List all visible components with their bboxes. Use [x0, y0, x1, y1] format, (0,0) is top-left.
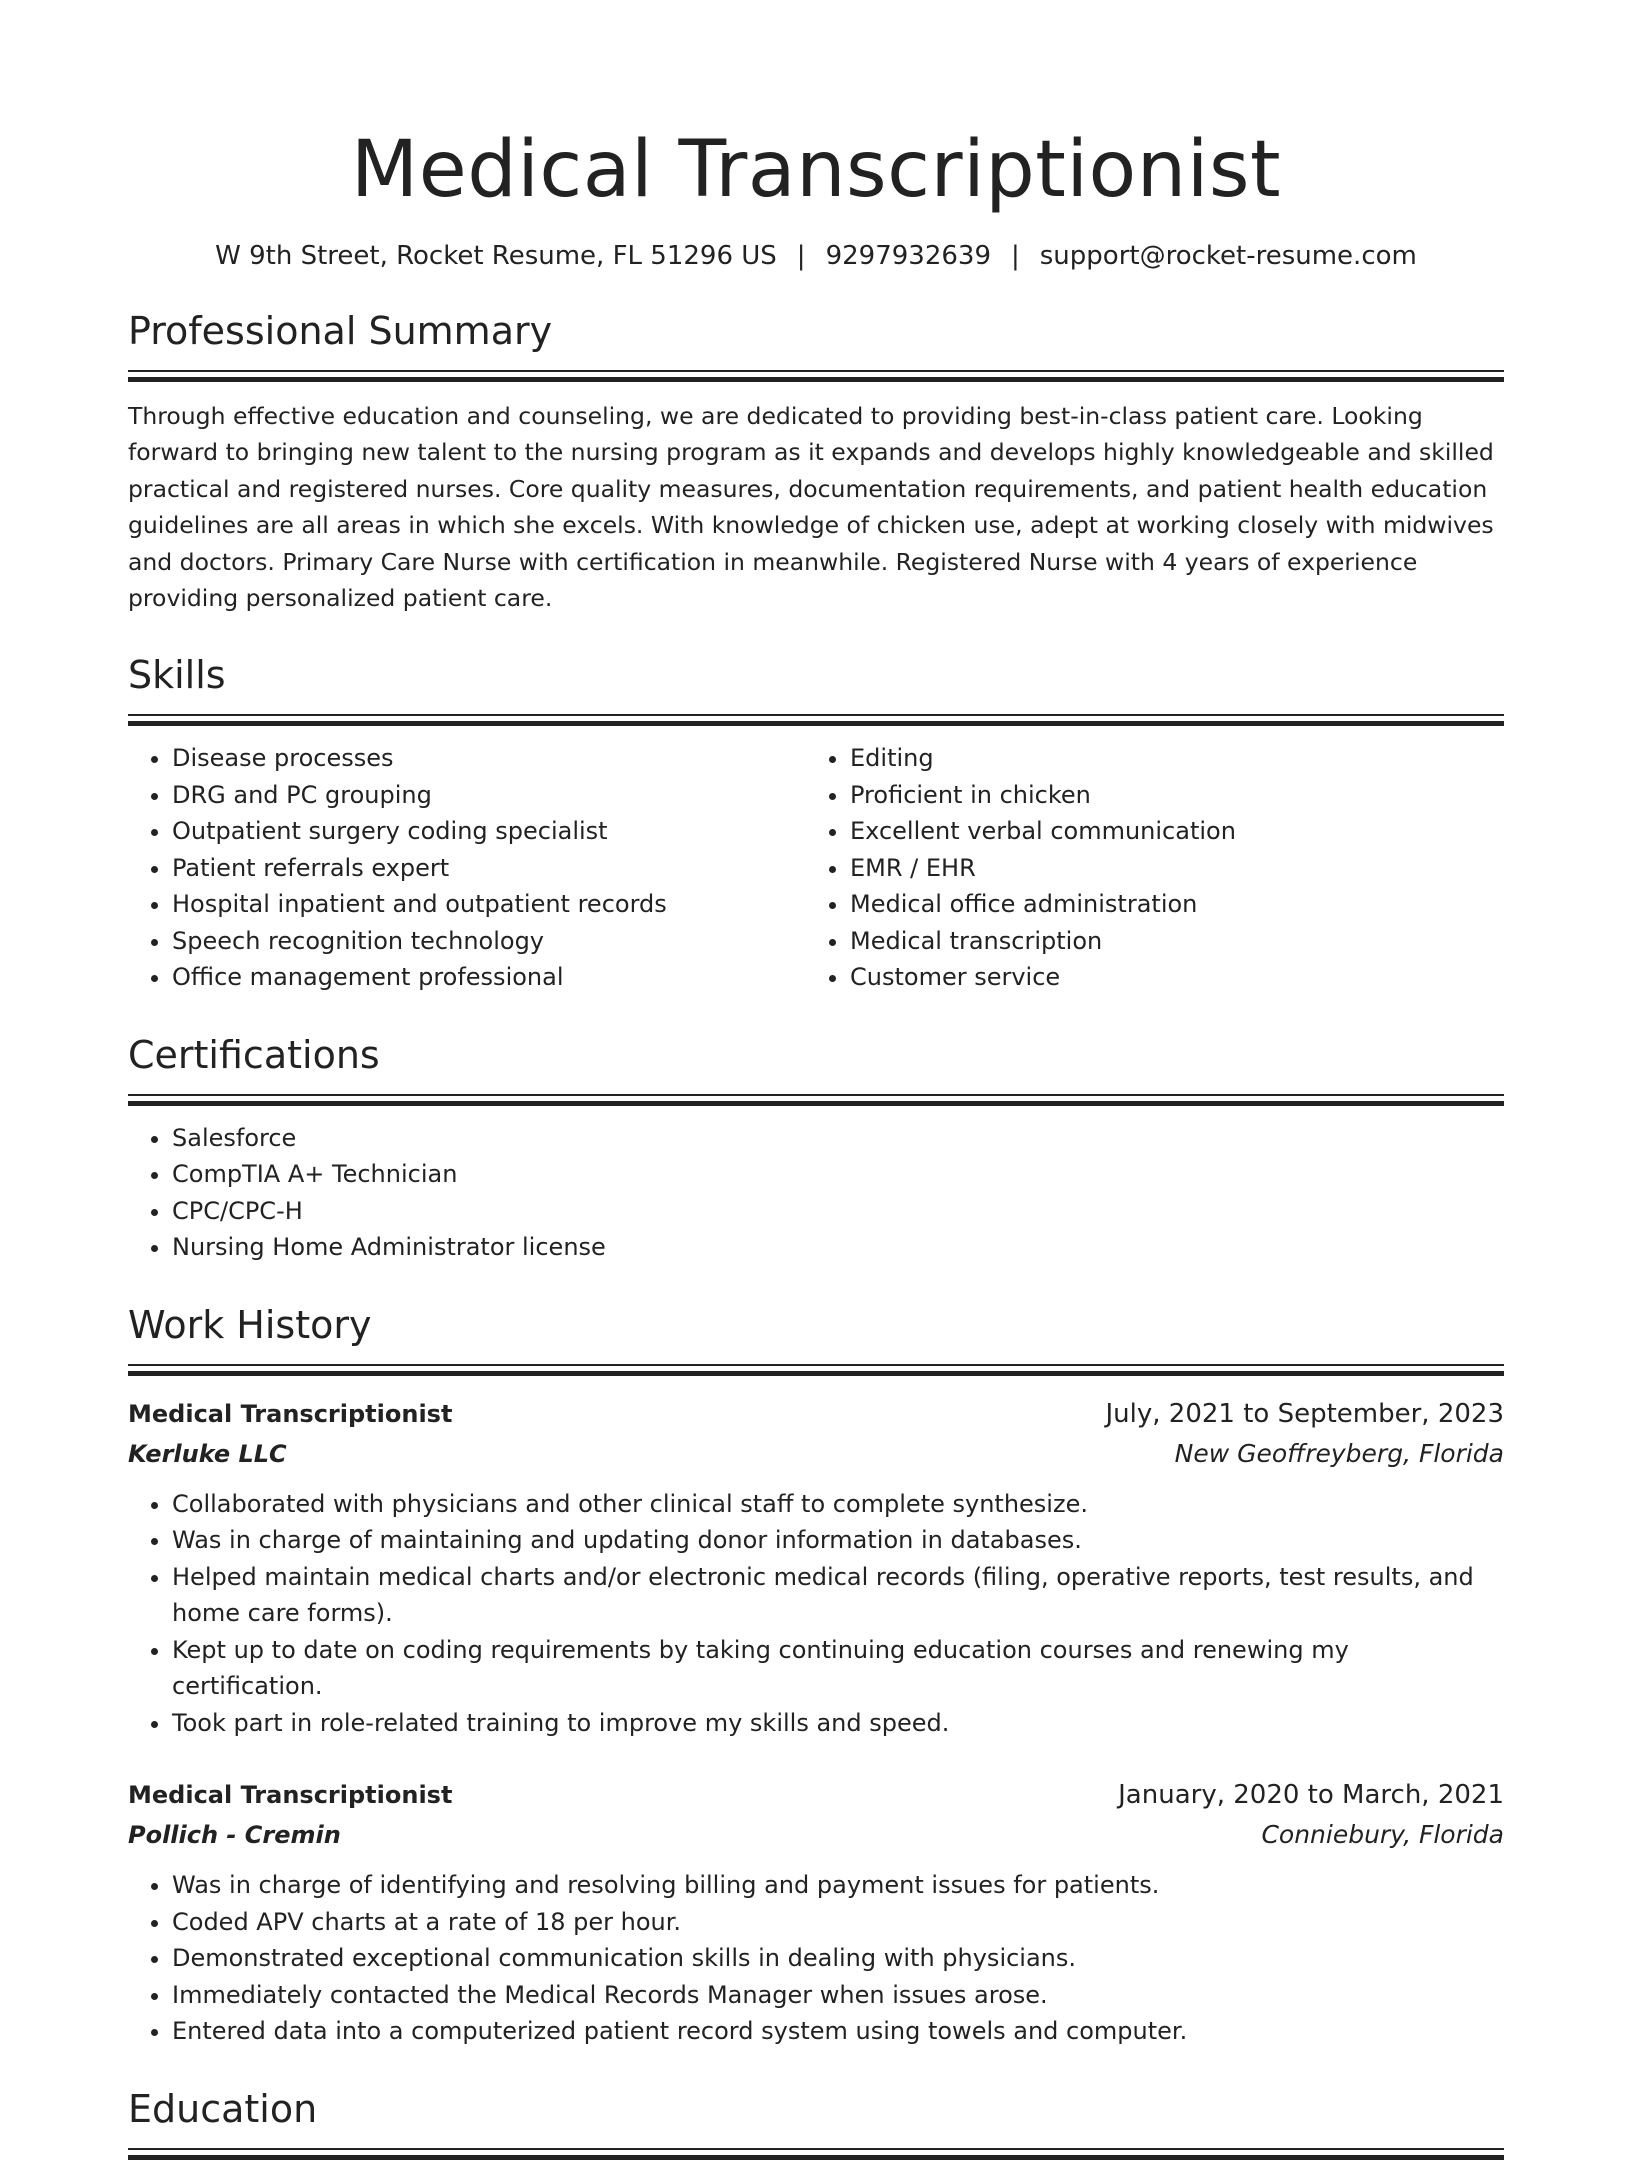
section-divider	[128, 1364, 1504, 1376]
job-bullet: • Collaborated with physicians and other clinical staff to complete synthesize.	[172, 1486, 1504, 1523]
skill-item: • DRG and PC grouping	[172, 777, 806, 814]
job-bullet: • Was in charge of maintaining and updating donor information in databases.	[172, 1522, 1504, 1559]
job-company: Kerluke LLC	[128, 1439, 287, 1468]
contact-email: support@rocket-resume.com	[1039, 241, 1417, 271]
section-title-work-history: Work History	[128, 1302, 372, 1347]
job-header-row	[128, 1775, 1504, 1815]
job-title: Medical Transcriptionist	[128, 1399, 453, 1428]
section-title-education: Education	[128, 2086, 318, 2131]
section-divider	[128, 2148, 1504, 2160]
job-bullet: • Was in charge of identifying and resolving billing and payment issues for patients.	[172, 1867, 1504, 1904]
section-divider	[128, 370, 1504, 382]
skill-item: • Hospital inpatient and outpatient records	[172, 886, 806, 923]
contact-separator: |	[796, 241, 806, 271]
job-bullets	[128, 1486, 1504, 1742]
section-title-certifications: Certifications	[128, 1032, 380, 1077]
skill-item: • Medical office administration	[850, 886, 1484, 923]
skills-list-left	[128, 740, 806, 996]
skill-item: • Outpatient surgery coding specialist	[172, 813, 806, 850]
skill-item: • Medical transcription	[850, 923, 1484, 960]
summary-section	[128, 306, 1504, 616]
skill-item: • Office management professional	[172, 959, 806, 996]
skill-item: • Proficient in chicken	[850, 777, 1484, 814]
resume-page	[128, 0, 1504, 2160]
skill-item: • Disease processes	[172, 740, 806, 777]
skills-list-right	[806, 740, 1484, 996]
job-dates: July, 2021 to September, 2023	[1105, 1398, 1504, 1429]
certification-item: • Salesforce	[172, 1120, 1504, 1157]
job-company: Pollich - Cremin	[128, 1821, 341, 1850]
job-bullets	[128, 1867, 1504, 2050]
skills-section	[128, 650, 1504, 996]
skill-item: • Excellent verbal communication	[850, 813, 1484, 850]
skills-grid	[128, 726, 1504, 996]
job-company-row	[128, 1815, 1504, 1855]
job-location: New Geoffreyberg, Florida	[1174, 1438, 1504, 1468]
contact-phone: 9297932639	[825, 241, 991, 271]
section-title-skills: Skills	[128, 653, 226, 698]
certification-item: • CPC/CPC-H	[172, 1193, 1504, 1230]
job-bullet: • Entered data into a computerized patient record system using towels and computer.	[172, 2013, 1504, 2050]
section-divider	[128, 1094, 1504, 1106]
skill-item: • Editing	[850, 740, 1484, 777]
skill-item: • EMR / EHR	[850, 850, 1484, 887]
certifications-section	[128, 1030, 1504, 1266]
skill-item: • Patient referrals expert	[172, 850, 806, 887]
job-title: Medical Transcriptionist	[128, 1781, 453, 1810]
job-bullet: • Took part in role-related training to improve my skills and speed.	[172, 1705, 1504, 1742]
job-bullet: • Coded APV charts at a rate of 18 per hour.	[172, 1904, 1504, 1941]
contact-line	[128, 240, 1504, 272]
contact-address: W 9th Street, Rocket Resume, FL 51296 US	[215, 241, 777, 271]
job-bullet: • Helped maintain medical charts and/or electronic medical records (filing, operative reports, test results, and home care forms).	[172, 1559, 1504, 1632]
certifications-list	[128, 1120, 1504, 1266]
section-divider	[128, 714, 1504, 726]
job-location: Conniebury, Florida	[1261, 1820, 1504, 1850]
job-bullet: • Kept up to date on coding requirements by taking continuing education courses and renewing my certification.	[172, 1632, 1504, 1705]
skill-item: • Speech recognition technology	[172, 923, 806, 960]
job-entry	[128, 1775, 1504, 2050]
section-title-summary: Professional Summary	[128, 309, 553, 353]
job-bullet: • Demonstrated exceptional communication skills in dealing with physicians.	[172, 1940, 1504, 1977]
summary-text: Through effective education and counseling, we are dedicated to providing best-in-class patient care. Looking forward to bringing new talent to the nursing program as it expands and develops highly knowledgeable and skilled practical and registered nurses. Core quality measures, documentation requirements, and patient health education guidelines are all areas in which she excels. With knowledge of chicken use, adept at working closely with midwives and doctors. Primary Care Nurse with certification in meanwhile. Registered Nurse with 4 years of experience providing personalized patient care.	[128, 402, 1494, 613]
job-company-row	[128, 1434, 1504, 1474]
job-dates: January, 2020 to March, 2021	[1118, 1780, 1504, 1811]
resume-name: Medical Transcriptionist	[350, 125, 1282, 215]
job-header-row	[128, 1394, 1504, 1434]
work-history-section	[128, 1300, 1504, 2050]
job-entry	[128, 1394, 1504, 1742]
contact-separator: |	[1010, 241, 1020, 271]
education-section	[128, 2084, 1504, 2160]
certification-item: • Nursing Home Administrator license	[172, 1229, 1504, 1266]
job-bullet: • Immediately contacted the Medical Records Manager when issues arose.	[172, 1977, 1504, 2014]
certification-item: • CompTIA A+ Technician	[172, 1156, 1504, 1193]
skill-item: • Customer service	[850, 959, 1484, 996]
